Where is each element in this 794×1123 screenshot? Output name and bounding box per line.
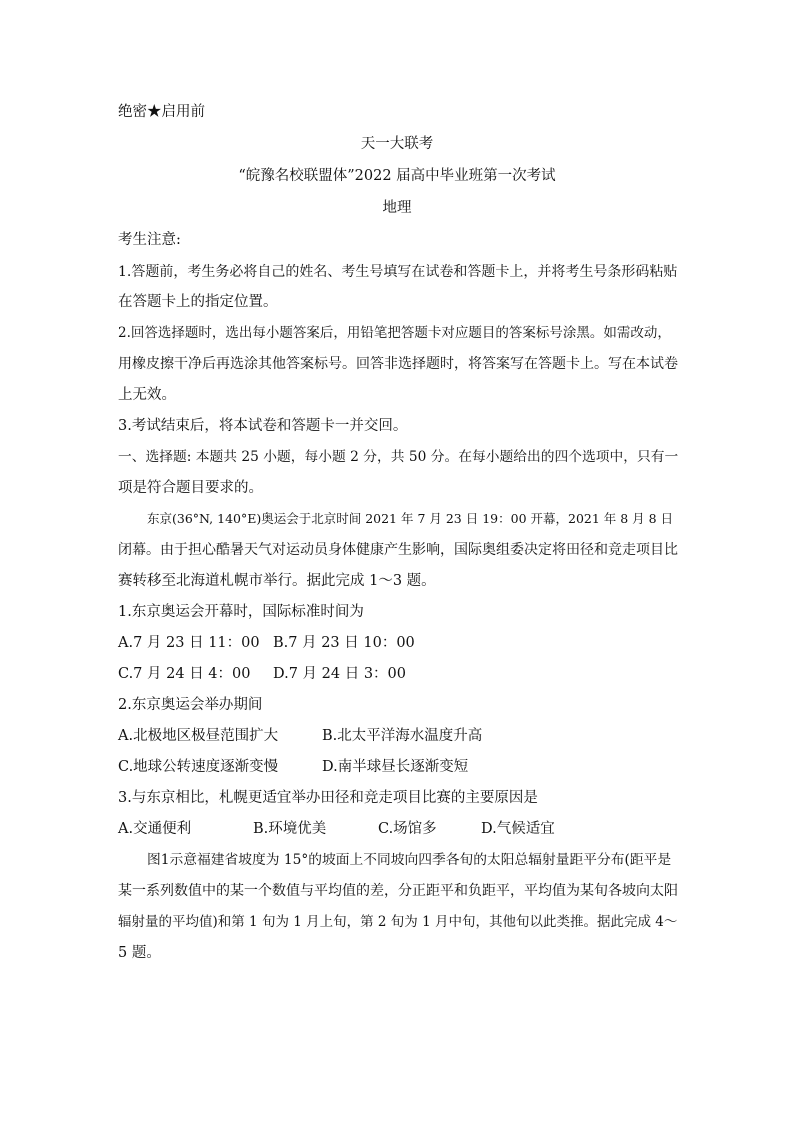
notes-title: 考生注意:: [118, 232, 181, 248]
org-title: 天一大联考: [360, 136, 434, 152]
question-3-stem: 3.与东京相比，札幌更适宜举办田径和竞走项目比赛的主要原因是: [118, 790, 538, 806]
note-1-line-2: 在答题卡上的指定位置。: [118, 294, 278, 310]
exam-title: “皖豫名校联盟体”2022 届高中毕业班第一次考试: [238, 168, 556, 184]
question-1-stem: 1.东京奥运会开幕时，国际标准时间为: [118, 604, 364, 620]
passage-1-line-2: 闭幕。由于担心酷暑天气对运动员身体健康产生影响，国际奥组委决定将田径和竞走项目比: [118, 542, 678, 558]
question-2-option-a: A.北极地区极昼范围扩大: [118, 728, 279, 744]
passage-2-line-1: 图1示意福建省坡度为 15°的坡面上不同坡向四季各旬的太阳总辐射量距平分布(距平是: [147, 852, 672, 868]
note-2-line-1: 2.回答选择题时，选出每小题答案后，用铅笔把答题卡对应题目的答案标号涂黑。如需改动，: [118, 325, 671, 341]
question-3-option-d: D.气候适宜: [481, 821, 555, 837]
question-2-stem: 2.东京奥运会举办期间: [118, 697, 263, 713]
question-3-option-a: A.交通便利: [118, 821, 192, 837]
subject-title: 地理: [382, 200, 412, 216]
question-1-option-b: B.7 月 23 日 10：00: [273, 635, 415, 651]
question-1-option-d: D.7 月 24 日 3：00: [273, 666, 407, 682]
note-3: 3.考试结束后，将本试卷和答题卡一并交回。: [118, 418, 408, 434]
question-1-option-a: A.7 月 23 日 11：00: [118, 635, 260, 651]
question-2-option-d: D.南半球昼长逐渐变短: [322, 759, 469, 775]
note-1-line-1: 1.答题前，考生务必将自己的姓名、考生号填写在试卷和答题卡上，并将考生号条形码粘贴: [118, 264, 678, 280]
question-1-option-c: C.7 月 24 日 4：00: [118, 666, 251, 682]
note-2-line-3: 上无效。: [118, 387, 176, 403]
passage-2-line-4: 5 题。: [118, 945, 161, 961]
note-2-line-2: 用橡皮擦干净后再选涂其他答案标号。回答非选择题时，将答案写在答题卡上。写在本试卷: [118, 356, 678, 372]
section-intro-line-2: 项是符合题目要求的。: [118, 480, 263, 496]
question-2-option-c: C.地球公转速度逐渐变慢: [118, 759, 279, 775]
section-intro-line-1: 一、选择题: 本题共 25 小题，每小题 2 分，共 50 分。在每小题给出的四个选项中，只有一: [118, 449, 679, 465]
passage-1-line-3: 赛转移至北海道札幌市举行。据此完成 1～3 题。: [118, 573, 436, 589]
question-3-option-b: B.环境优美: [253, 821, 327, 837]
secret-label: 绝密★启用前: [118, 104, 205, 120]
passage-1-line-1: 东京(36°N, 140°E)奥运会于北京时间 2021 年 7 月 23 日 19：00 开幕，2021 年 8 月 8 日: [147, 511, 674, 526]
passage-2-line-3: 辐射量的平均值)和第 1 旬为 1 月上旬，第 2 旬为 1 月中旬，其他旬以此类推。据此完成 4～: [118, 914, 678, 930]
question-2-option-b: B.北太平洋海水温度升高: [322, 728, 483, 744]
question-3-option-c: C.场馆多: [378, 821, 437, 837]
passage-2-line-2: 某一系列数值中的某一个数值与平均值的差，分正距平和负距平，平均值为某旬各坡向太阳: [118, 883, 678, 899]
